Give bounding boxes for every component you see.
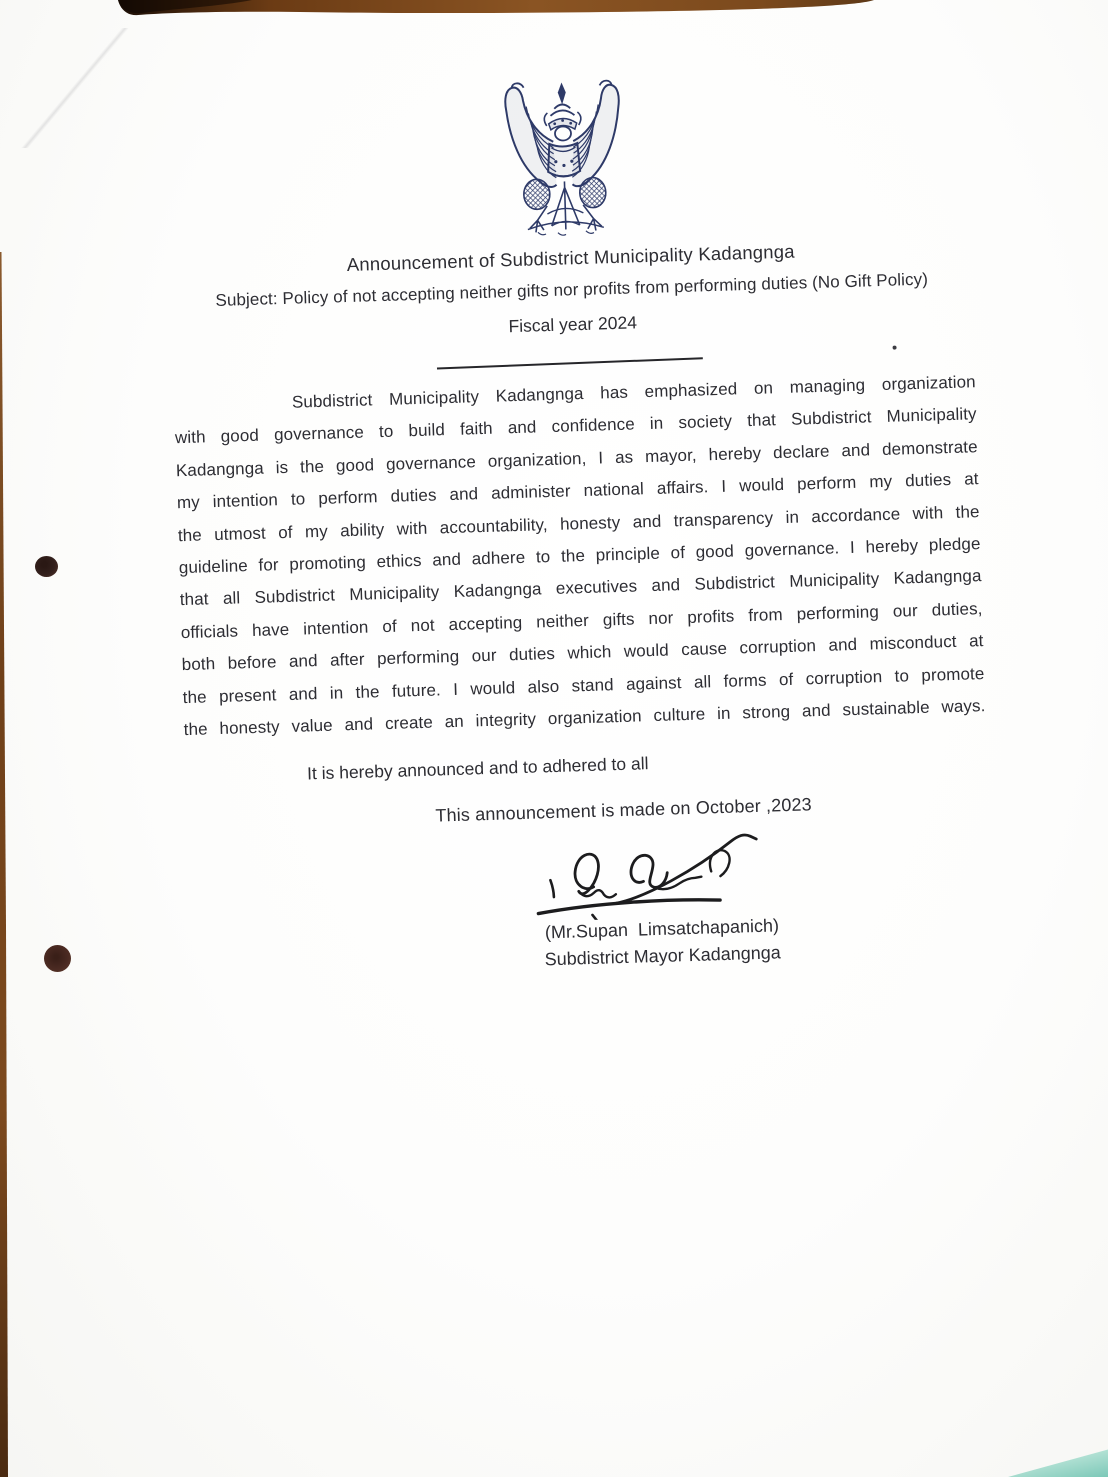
body-line: both before and after performing our duties which would cause corruption and misconduct at	[181, 631, 984, 675]
title-divider-line	[437, 357, 703, 369]
body-line: the honesty value and create an integrity organization culture in strong and sustainable ways.	[183, 696, 986, 740]
signatory-title: Subdistrict Mayor Kadangnga	[544, 942, 782, 970]
body-line: the utmost of my ability with accountability, honesty and transparency in accordance with the	[177, 501, 980, 545]
body-line: my intention to perform duties and administer national affairs. I would perform my duties at	[176, 469, 979, 513]
body-line: Subdistrict Municipality Kadangnga has emphasized on managing organization	[291, 372, 976, 412]
body-line: officials have intention of not accepting neither gifts nor profits from performing our duties,	[180, 598, 983, 643]
document-subject: Subject: Policy of not accepting neither gifts nor profits from performing duties (No Gift Policy)	[215, 269, 929, 310]
body-paragraph	[174, 366, 986, 746]
announcement-date: This announcement is made on October ,2023	[435, 794, 813, 826]
closing-statement: It is hereby announced and to adhered to all	[306, 753, 649, 784]
document-title: Announcement of Subdistrict Municipality Kadangnga	[346, 240, 795, 276]
body-line: Kadangnga is the good governance organization, I as mayor, hereby declare and demonstrate	[175, 436, 978, 481]
body-line: the present and in the future. I would also stand against all forms of corruption to promote	[182, 663, 985, 707]
body-line: guideline for promoting ethics and adhere to the principle of good governance. I hereby pledge	[178, 534, 981, 578]
body-line: that all Subdistrict Municipality Kadangnga executives and Subdistrict Municipality Kadangnga	[179, 566, 982, 610]
fiscal-year: Fiscal year 2024	[508, 312, 638, 337]
handwritten-signature	[514, 820, 767, 922]
body-line: with good governance to build faith and confidence in society that Subdistrict Municipality	[174, 404, 977, 448]
ink-speck	[893, 346, 897, 350]
signatory-name: (Mr.Supan Limsatchapanich)	[544, 915, 780, 943]
garuda-emblem-icon	[483, 77, 644, 240]
